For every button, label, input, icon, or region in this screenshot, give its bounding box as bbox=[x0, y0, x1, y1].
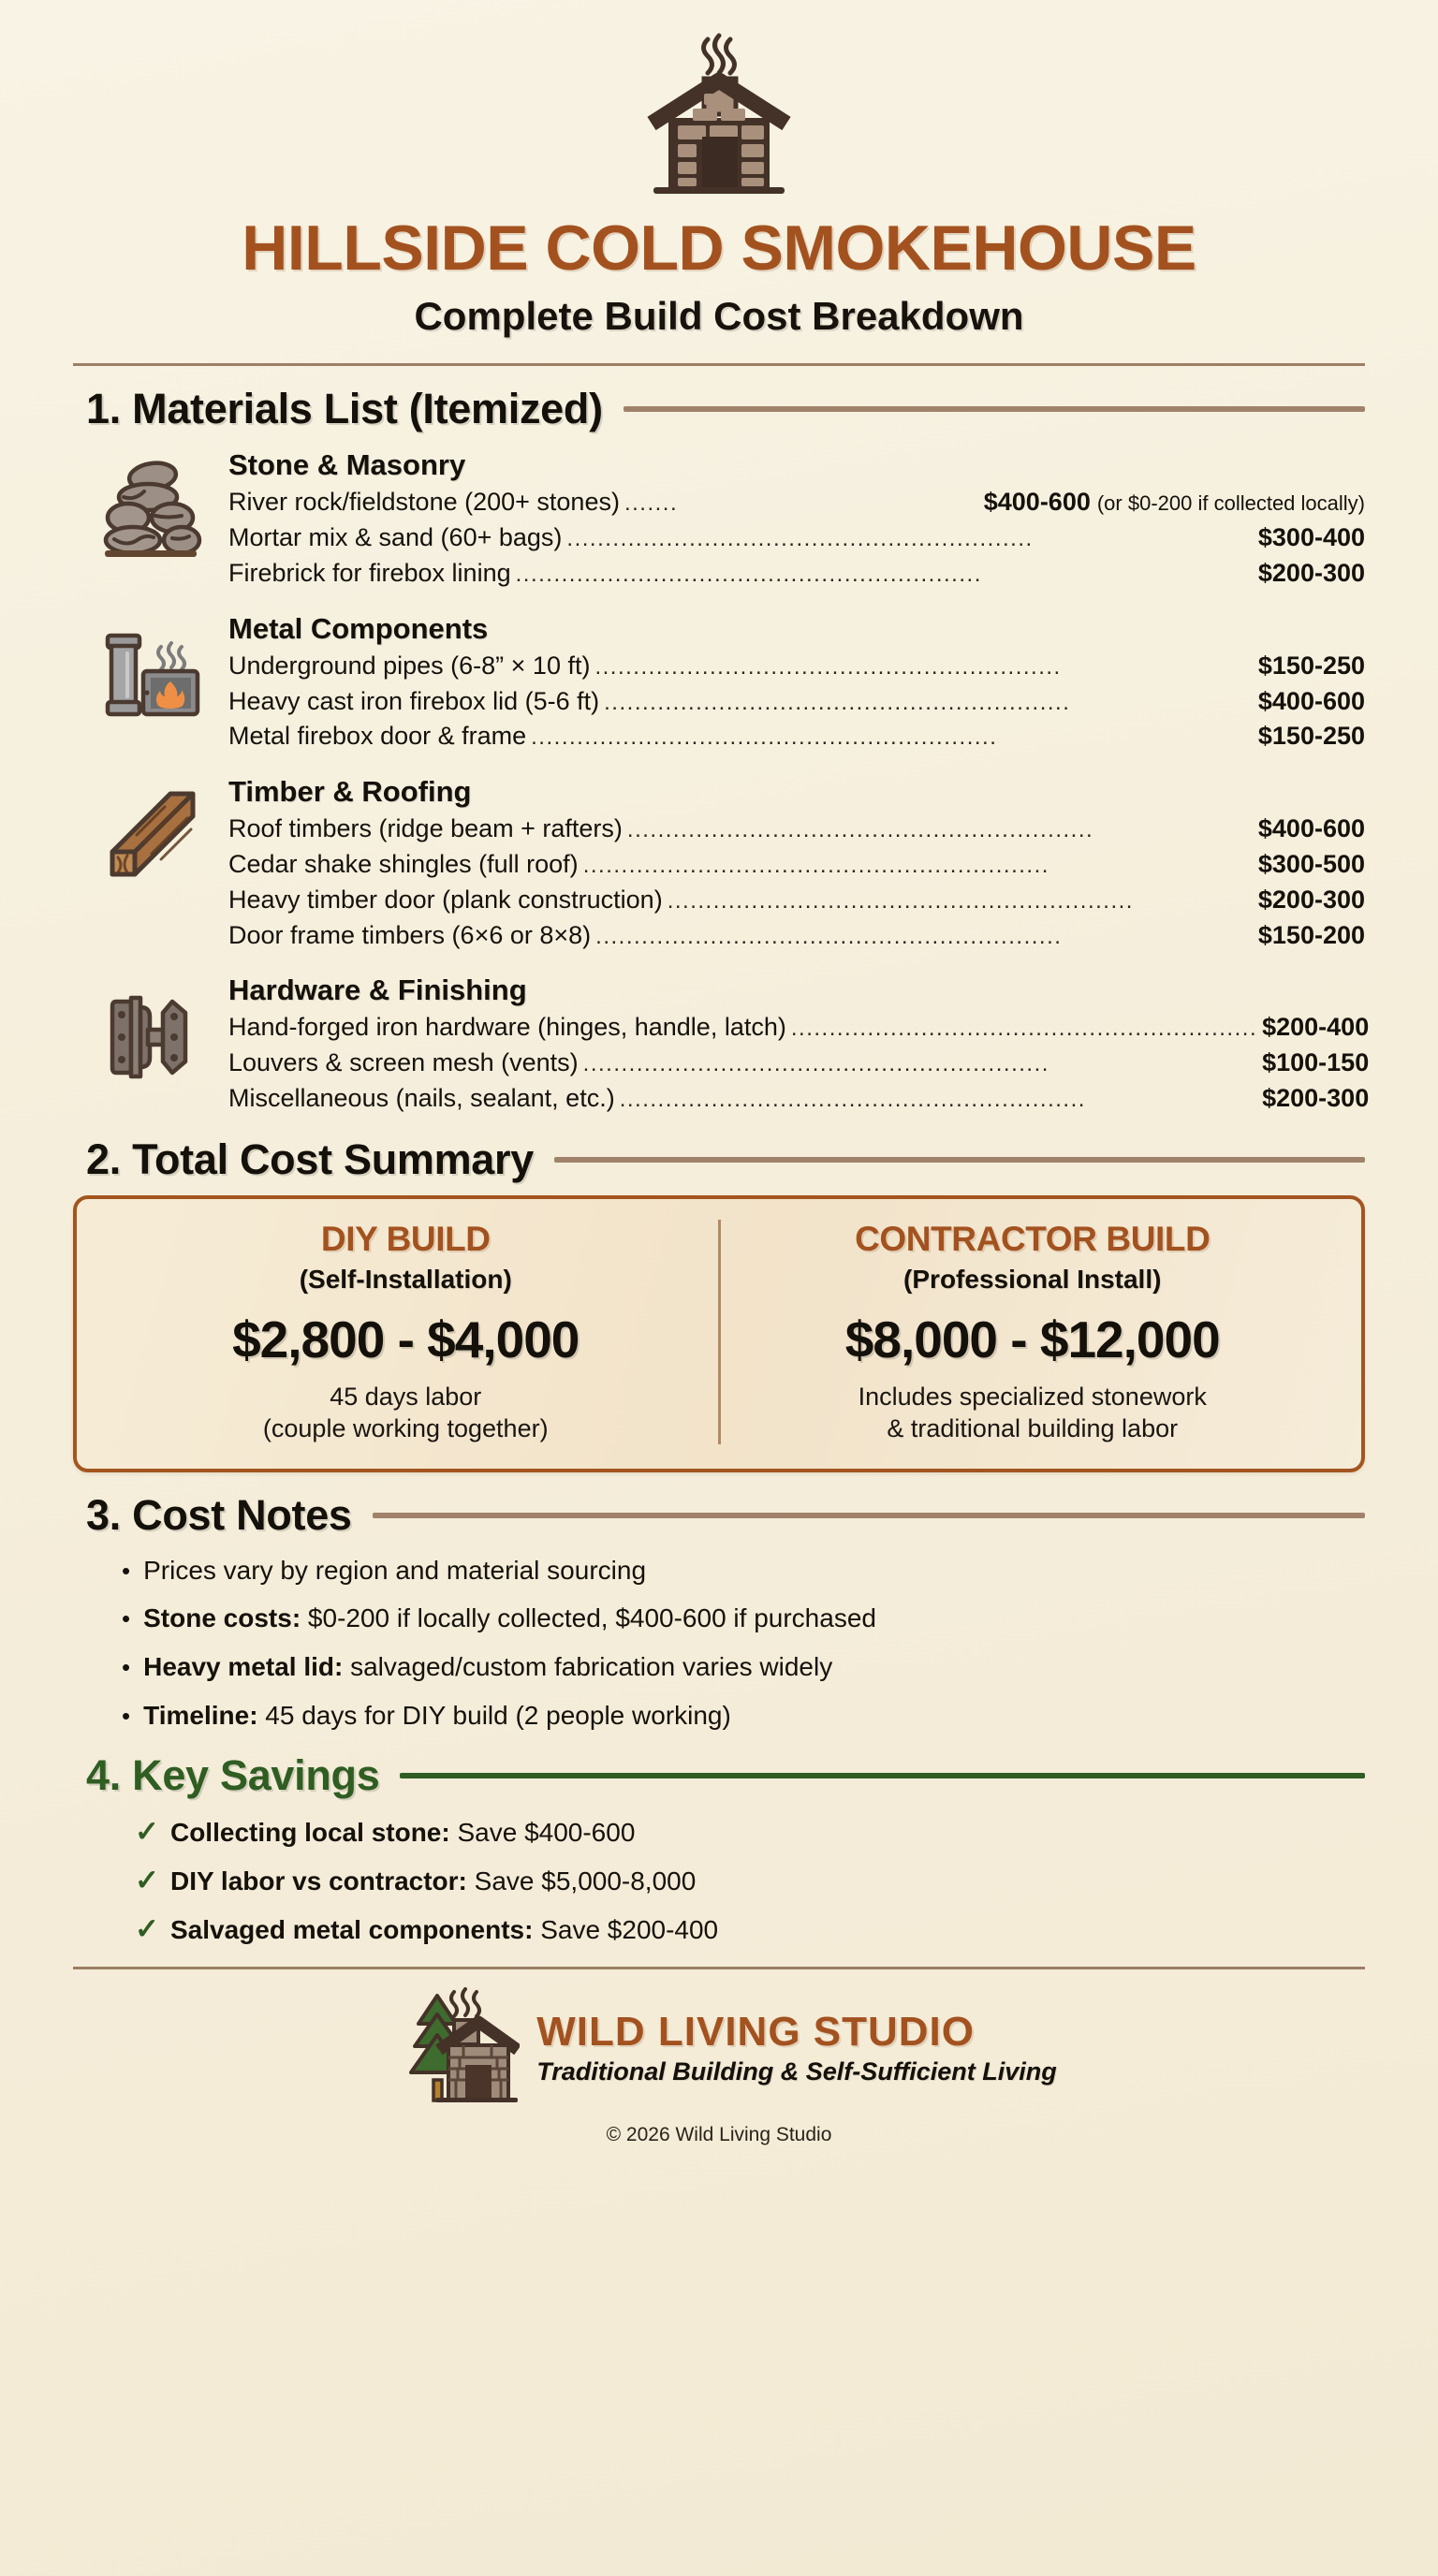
material-label: Hand-forged iron hardware (hinges, handle, latch) bbox=[228, 1013, 786, 1042]
header bbox=[73, 0, 1365, 339]
section-heading-savings bbox=[73, 1751, 1365, 1800]
copyright-text: © 2026 Wild Living Studio bbox=[606, 2124, 832, 2146]
material-price: $200-400 bbox=[1262, 1013, 1370, 1042]
leader-dots: ............................................................. bbox=[619, 1086, 1086, 1112]
brand-name: WILD LIVING STUDIO bbox=[536, 2009, 975, 2056]
material-group-body bbox=[228, 773, 1365, 953]
savings-bold: Salvaged metal components: bbox=[169, 1914, 534, 1944]
note-bold: Stone costs: bbox=[143, 1603, 301, 1633]
material-row bbox=[228, 1010, 1369, 1046]
bullet-icon: • bbox=[122, 1701, 131, 1730]
material-label: Underground pipes (6-8” × 10 ft) bbox=[228, 651, 591, 680]
leader-dots: ............................................................. bbox=[566, 526, 1034, 552]
section-heading-notes bbox=[73, 1491, 1365, 1540]
footer-brand-row bbox=[73, 1986, 1365, 2109]
material-group-body bbox=[228, 610, 1365, 754]
bullet-icon: • bbox=[122, 1556, 131, 1585]
leader-dots: ............................................................. bbox=[515, 561, 982, 587]
material-group-title: Metal Components bbox=[228, 611, 489, 645]
note-rest: 45 days for DIY build (2 people working) bbox=[257, 1700, 731, 1730]
stacked-stones-icon bbox=[90, 446, 213, 561]
material-label: Door frame timbers (6×6 or 8×8) bbox=[228, 920, 592, 949]
summary-note-line1: Includes specialized stonework bbox=[858, 1382, 1207, 1411]
check-icon: ✓ bbox=[135, 1911, 159, 1945]
material-row bbox=[228, 812, 1365, 847]
material-label: Miscellaneous (nails, sealant, etc.) bbox=[228, 1083, 615, 1112]
material-price: $400-600 bbox=[1257, 686, 1365, 715]
key-savings-list bbox=[73, 1806, 1365, 1946]
leader-dots: ............................................................. bbox=[582, 852, 1049, 878]
leader-dots: ............................................................. bbox=[667, 887, 1134, 914]
material-group-hardware bbox=[90, 972, 1370, 1116]
note-bold: Heavy metal lid: bbox=[143, 1652, 344, 1682]
note-bold: Timeline: bbox=[143, 1700, 258, 1730]
material-price: $150-250 bbox=[1257, 722, 1365, 751]
savings-rest: Save $5,000-8,000 bbox=[466, 1866, 697, 1895]
material-label: Firebrick for firebox lining bbox=[228, 558, 511, 587]
summary-column-diy bbox=[94, 1220, 718, 1444]
material-group-body bbox=[228, 972, 1369, 1116]
material-row bbox=[228, 918, 1365, 954]
material-label: Metal firebox door & frame bbox=[228, 722, 527, 751]
savings-bold: Collecting local stone: bbox=[169, 1817, 450, 1847]
material-row bbox=[228, 485, 1365, 520]
footer-text-block bbox=[536, 2009, 1057, 2086]
material-row bbox=[228, 556, 1365, 592]
note-rest: Prices vary by region and material sourcing bbox=[143, 1555, 647, 1585]
pipe-and-firebox-icon bbox=[90, 610, 213, 724]
material-label: Mortar mix & sand (60+ bags) bbox=[228, 523, 563, 552]
iron-hinge-icon bbox=[90, 972, 213, 1090]
leader-dots: ............................................................. bbox=[604, 689, 1071, 715]
summary-note-line2: (couple working together) bbox=[262, 1413, 549, 1442]
material-price: $400-600 bbox=[1257, 814, 1365, 843]
material-group-stone bbox=[90, 446, 1365, 591]
note-text bbox=[143, 1555, 646, 1588]
cost-notes-list bbox=[73, 1545, 1365, 1733]
material-group-title: Stone & Masonry bbox=[228, 448, 466, 482]
note-text bbox=[143, 1603, 876, 1635]
divider-top bbox=[73, 363, 1365, 366]
savings-heading-text: 4. Key Savings bbox=[86, 1750, 380, 1799]
heading-rule bbox=[624, 406, 1365, 412]
summary-title: CONTRACTOR BUILD bbox=[855, 1219, 1211, 1258]
savings-text bbox=[170, 1866, 696, 1897]
material-label: Roof timbers (ridge beam + rafters) bbox=[228, 814, 623, 843]
material-price: $200-300 bbox=[1262, 1083, 1370, 1112]
page-subtitle: Complete Build Cost Breakdown bbox=[414, 294, 1024, 339]
total-cost-summary-box bbox=[73, 1195, 1365, 1472]
material-group-title: Hardware & Finishing bbox=[228, 973, 527, 1007]
material-row bbox=[228, 520, 1365, 556]
material-price: $200-300 bbox=[1257, 558, 1365, 587]
material-price: $200-300 bbox=[1257, 885, 1365, 914]
material-price: $100-150 bbox=[1262, 1048, 1370, 1077]
summary-amount: $8,000 - $12,000 bbox=[844, 1310, 1220, 1368]
material-row bbox=[228, 649, 1365, 684]
material-row bbox=[228, 719, 1365, 754]
summary-note-line1: 45 days labor bbox=[330, 1382, 482, 1411]
list-item bbox=[135, 1863, 1365, 1897]
list-item bbox=[135, 1911, 1365, 1946]
bullet-icon: • bbox=[122, 1653, 131, 1682]
material-label: Cedar shake shingles (full roof) bbox=[228, 849, 579, 878]
summary-subtitle: (Professional Install) bbox=[903, 1264, 1162, 1294]
list-item bbox=[122, 1700, 1365, 1733]
leader-dots: ............................................................. bbox=[531, 724, 998, 751]
bullet-icon: • bbox=[122, 1604, 131, 1633]
timber-beam-icon bbox=[90, 773, 213, 897]
heading-rule bbox=[400, 1773, 1365, 1778]
smokehouse-icon bbox=[73, 32, 1365, 205]
savings-bold: DIY labor vs contractor: bbox=[169, 1866, 467, 1895]
material-row bbox=[228, 1046, 1369, 1081]
material-row bbox=[228, 883, 1365, 918]
material-price: $300-500 bbox=[1257, 849, 1365, 878]
savings-text bbox=[170, 1914, 718, 1946]
footer bbox=[73, 1969, 1365, 2146]
material-row bbox=[228, 684, 1365, 720]
leader-dots: ............................................................. bbox=[626, 817, 1094, 843]
material-group-metal bbox=[90, 610, 1365, 754]
cabin-and-pine-logo-icon bbox=[381, 1986, 520, 2109]
note-text bbox=[143, 1651, 832, 1684]
materials-list bbox=[73, 439, 1370, 1116]
leader-dots: ............................................................. bbox=[594, 653, 1062, 680]
material-label: Heavy timber door (plank construction) bbox=[228, 885, 663, 914]
notes-heading-text: 3. Cost Notes bbox=[86, 1490, 352, 1539]
leader-dots: ............................................................. bbox=[595, 923, 1063, 949]
section-heading-materials bbox=[73, 385, 1365, 433]
material-label: Heavy cast iron firebox lid (5-6 ft) bbox=[228, 686, 600, 715]
page-title: HILLSIDE COLD SMOKEHOUSE bbox=[242, 212, 1196, 284]
savings-rest: Save $200-400 bbox=[533, 1914, 719, 1944]
material-group-body bbox=[228, 446, 1365, 591]
material-price: $400-600 bbox=[983, 488, 1091, 517]
savings-rest: Save $400-600 bbox=[449, 1817, 636, 1847]
material-group-title: Timber & Roofing bbox=[228, 775, 472, 809]
list-item bbox=[122, 1651, 1365, 1684]
savings-text bbox=[170, 1817, 635, 1849]
section-heading-summary bbox=[73, 1135, 1365, 1184]
brand-tagline: Traditional Building & Self-Sufficient Living bbox=[536, 2057, 1057, 2086]
heading-rule bbox=[373, 1513, 1365, 1518]
material-group-timber bbox=[90, 773, 1365, 953]
material-label: River rock/fieldstone (200+ stones) bbox=[228, 488, 620, 517]
leader-dots: ....... bbox=[624, 490, 679, 517]
list-item bbox=[135, 1814, 1365, 1849]
material-note: (or $0-200 if collected locally) bbox=[1096, 491, 1365, 516]
summary-title: DIY BUILD bbox=[320, 1219, 491, 1258]
summary-note-line2: & traditional building labor bbox=[887, 1413, 1179, 1442]
leader-dots: ............................................................. bbox=[790, 1016, 1258, 1042]
note-rest: salvaged/custom fabrication varies widely bbox=[343, 1652, 833, 1682]
summary-column-contractor bbox=[718, 1220, 1345, 1444]
material-price: $300-400 bbox=[1257, 523, 1365, 552]
material-price: $150-250 bbox=[1257, 651, 1365, 680]
material-label: Louvers & screen mesh (vents) bbox=[228, 1048, 579, 1077]
summary-subtitle: (Self-Installation) bbox=[299, 1264, 512, 1294]
heading-rule bbox=[554, 1157, 1365, 1163]
material-row bbox=[228, 847, 1365, 883]
note-rest: $0-200 if locally collected, $400-600 if purchased bbox=[301, 1603, 876, 1633]
check-icon: ✓ bbox=[135, 1814, 159, 1848]
summary-heading-text: 2. Total Cost Summary bbox=[86, 1134, 534, 1183]
summary-amount: $2,800 - $4,000 bbox=[232, 1310, 580, 1368]
note-text bbox=[143, 1700, 731, 1733]
check-icon: ✓ bbox=[135, 1863, 159, 1896]
material-row bbox=[228, 1081, 1369, 1117]
material-price: $150-200 bbox=[1257, 920, 1365, 949]
list-item bbox=[122, 1603, 1365, 1635]
materials-heading-text: 1. Materials List (Itemized) bbox=[86, 385, 603, 433]
list-item bbox=[122, 1555, 1365, 1588]
leader-dots: ............................................................. bbox=[582, 1051, 1049, 1077]
